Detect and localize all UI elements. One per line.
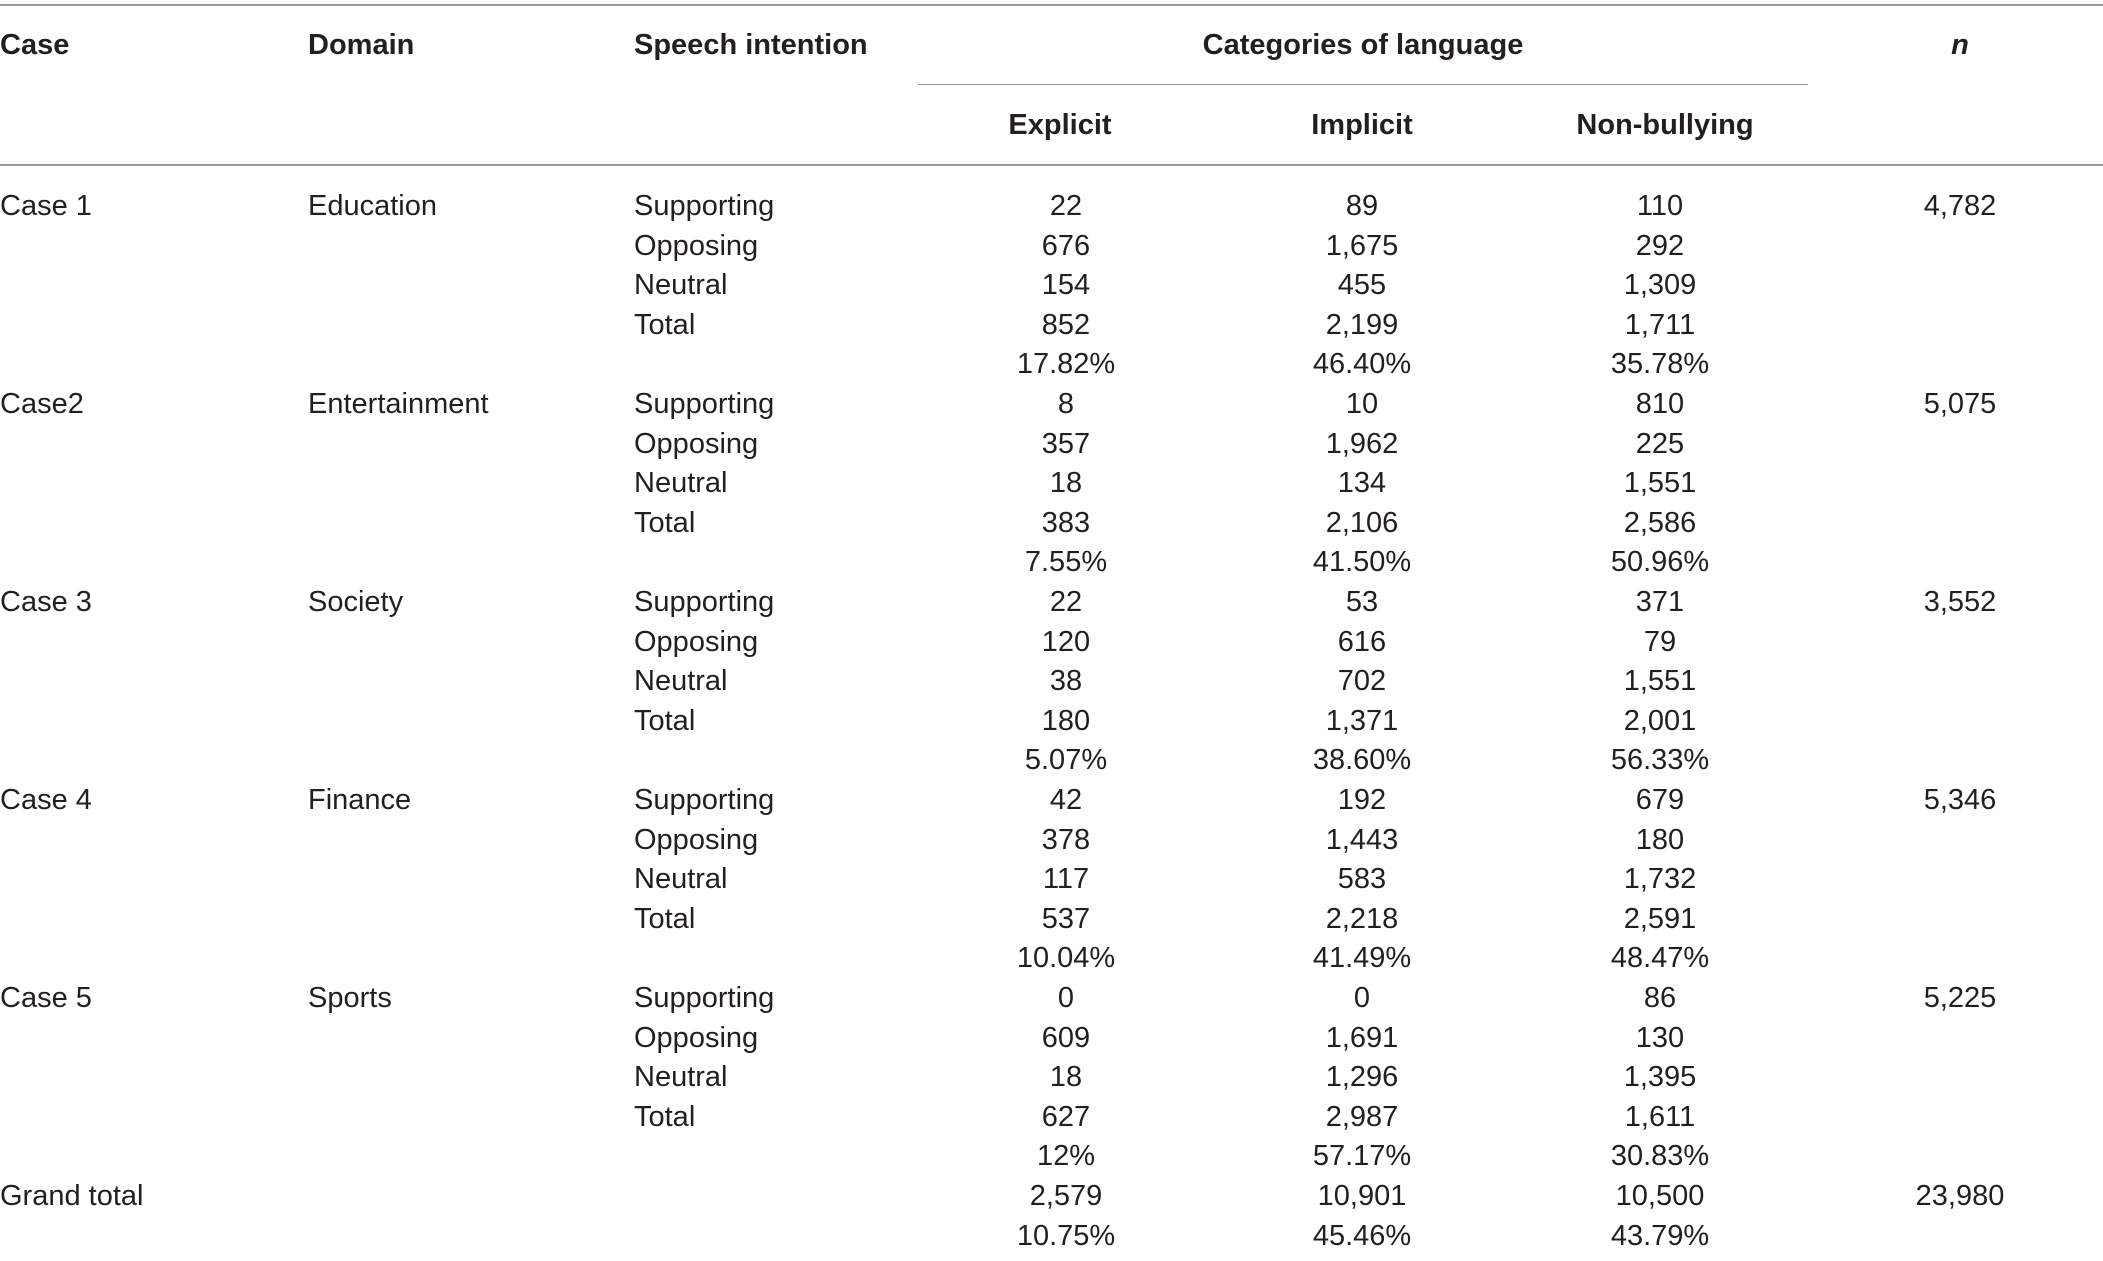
cell-implicit: 38.60%	[1312, 744, 1412, 777]
cell-explicit: 357	[1041, 427, 1091, 460]
header-explicit: Explicit	[1008, 109, 1112, 141]
cell-implicit: 1,962	[1325, 427, 1399, 460]
cell-domain: Sports	[308, 982, 392, 1014]
cell-implicit: 41.50%	[1312, 546, 1412, 579]
cell-n	[1860, 661, 2060, 701]
cell-speech-intention: Opposing	[634, 625, 759, 658]
cell-n	[1860, 701, 2060, 741]
cell-case: Case 1	[0, 190, 92, 222]
cell-n	[1860, 938, 2060, 978]
cell-implicit: 41.49%	[1312, 942, 1412, 975]
cell-n	[1860, 503, 2060, 543]
cell-implicit: 702	[1337, 665, 1387, 698]
cell-non-bullying: 130	[1635, 1021, 1685, 1054]
cell-implicit: 10,901	[1317, 1180, 1407, 1212]
cell-non-bullying: 43.79%	[1610, 1219, 1710, 1252]
cell-non-bullying: 225	[1635, 427, 1685, 460]
cell-non-bullying: 56.33%	[1610, 744, 1710, 777]
cell-n	[1860, 265, 2060, 305]
cell-implicit: 1,675	[1325, 229, 1399, 262]
cell-speech-intention: Total	[634, 1100, 696, 1133]
cell-non-bullying: 10,500	[1615, 1180, 1705, 1212]
cell-n	[1860, 820, 2060, 860]
header-categories-of-language: Categories of language	[1202, 29, 1524, 61]
categories-underline	[918, 84, 1808, 85]
cell-n	[1860, 344, 2060, 384]
cell-explicit: 180	[1041, 704, 1091, 737]
cell-speech-intention: Opposing	[634, 427, 759, 460]
cell-explicit: 8	[1057, 388, 1075, 420]
cell-explicit: 537	[1041, 902, 1091, 935]
cell-speech-intention: Neutral	[634, 269, 728, 302]
header-speech-intention: Speech intention	[634, 29, 868, 61]
cell-n	[1860, 305, 2060, 345]
cell-explicit: 852	[1041, 308, 1091, 341]
cell-non-bullying: 30.83%	[1610, 1140, 1710, 1173]
cell-n: 3,552	[1923, 586, 1997, 618]
cell-speech-intention: Supporting	[634, 190, 775, 222]
cell-speech-intention: Opposing	[634, 823, 759, 856]
cell-domain: Education	[308, 190, 437, 222]
cell-explicit: 10.04%	[1016, 942, 1116, 975]
cell-explicit: 609	[1041, 1021, 1091, 1054]
cell-non-bullying: 79	[1643, 625, 1677, 658]
cell-speech-intention: Neutral	[634, 665, 728, 698]
table-top-rule	[0, 4, 2103, 6]
cell-non-bullying: 292	[1635, 229, 1685, 262]
cell-speech-intention: Supporting	[634, 982, 775, 1014]
cell-case: Case 4	[0, 784, 92, 816]
cell-n: 5,075	[1923, 388, 1997, 420]
cell-implicit: 192	[1337, 784, 1387, 816]
cell-n: 5,225	[1923, 982, 1997, 1014]
cell-non-bullying: 1,309	[1623, 269, 1697, 302]
cell-explicit: 18	[1049, 1061, 1083, 1094]
cell-domain: Society	[308, 586, 404, 618]
cell-n: 23,980	[1915, 1180, 2005, 1212]
cell-speech-intention: Supporting	[634, 784, 775, 816]
cell-n	[1860, 1057, 2060, 1097]
header-domain: Domain	[308, 29, 415, 61]
cell-non-bullying: 48.47%	[1610, 942, 1710, 975]
cell-explicit: 12%	[1036, 1140, 1096, 1173]
cell-explicit: 120	[1041, 625, 1091, 658]
cell-speech-intention: Opposing	[634, 1021, 759, 1054]
cell-explicit: 18	[1049, 467, 1083, 500]
cell-non-bullying: 2,591	[1623, 902, 1697, 935]
cell-explicit: 10.75%	[1016, 1219, 1116, 1252]
cell-non-bullying: 810	[1635, 388, 1685, 420]
cell-non-bullying: 1,551	[1623, 665, 1697, 698]
cell-non-bullying: 1,611	[1624, 1100, 1696, 1133]
cell-implicit: 1,443	[1325, 823, 1399, 856]
cell-non-bullying: 50.96%	[1610, 546, 1710, 579]
cell-implicit: 1,371	[1325, 704, 1399, 737]
cell-n	[1860, 1018, 2060, 1058]
cell-explicit: 22	[1049, 586, 1083, 618]
cell-speech-intention: Total	[634, 308, 696, 341]
cell-implicit: 0	[1353, 982, 1371, 1014]
cell-speech-intention: Neutral	[634, 863, 728, 896]
cell-explicit: 7.55%	[1024, 546, 1108, 579]
cell-non-bullying: 1,551	[1623, 467, 1697, 500]
header-n: n	[1951, 29, 1969, 61]
cell-explicit: 117	[1042, 863, 1090, 896]
cell-explicit: 22	[1049, 190, 1083, 222]
cell-domain: Entertainment	[308, 388, 489, 420]
cell-non-bullying: 35.78%	[1610, 348, 1710, 381]
cell-speech-intention: Neutral	[634, 1061, 728, 1094]
cell-domain: Finance	[308, 784, 412, 816]
cell-explicit: 17.82%	[1016, 348, 1116, 381]
cell-speech-intention: Total	[634, 902, 696, 935]
cell-implicit: 1,296	[1325, 1061, 1399, 1094]
cell-non-bullying: 679	[1635, 784, 1685, 816]
cell-case: Case 5	[0, 982, 92, 1014]
cell-speech-intention: Total	[634, 704, 696, 737]
cell-explicit: 2,579	[1029, 1180, 1103, 1212]
cell-speech-intention: Supporting	[634, 586, 775, 618]
cell-n	[1860, 1216, 2060, 1256]
cell-n: 5,346	[1923, 784, 1997, 816]
cell-non-bullying: 1,395	[1623, 1061, 1697, 1094]
cell-implicit: 2,106	[1325, 506, 1399, 539]
cell-n: 4,782	[1923, 190, 1997, 222]
cell-implicit: 2,199	[1325, 308, 1399, 341]
cell-n	[1860, 740, 2060, 780]
cell-n	[1860, 859, 2060, 899]
cell-n	[1860, 463, 2060, 503]
cell-explicit: 154	[1041, 269, 1091, 302]
header-bottom-rule	[0, 164, 2103, 166]
cell-case: Grand total	[0, 1180, 144, 1212]
cell-implicit: 53	[1345, 586, 1379, 618]
cell-implicit: 616	[1337, 625, 1387, 658]
cell-explicit: 378	[1041, 823, 1091, 856]
header-non-bullying: Non-bullying	[1576, 109, 1754, 141]
cell-implicit: 134	[1337, 467, 1387, 500]
cell-explicit: 5.07%	[1024, 744, 1108, 777]
header-implicit: Implicit	[1311, 109, 1413, 141]
cell-speech-intention: Opposing	[634, 229, 759, 262]
cell-non-bullying: 2,001	[1623, 704, 1697, 737]
cell-non-bullying: 1,732	[1623, 863, 1697, 896]
cell-non-bullying: 2,586	[1623, 506, 1697, 539]
cell-non-bullying: 86	[1643, 982, 1677, 1014]
cell-speech-intention: Supporting	[634, 388, 775, 420]
cell-implicit: 45.46%	[1312, 1219, 1412, 1252]
cell-non-bullying: 1,711	[1624, 308, 1696, 341]
cell-n	[1860, 1097, 2060, 1137]
cell-n	[1860, 622, 2060, 662]
cell-n	[1860, 1136, 2060, 1176]
cell-n	[1860, 899, 2060, 939]
cell-n	[1860, 424, 2060, 464]
cell-implicit: 583	[1337, 863, 1387, 896]
cell-n	[1860, 542, 2060, 582]
cell-implicit: 57.17%	[1312, 1140, 1412, 1173]
cell-explicit: 676	[1041, 229, 1091, 262]
cell-n	[1860, 226, 2060, 266]
cell-case: Case2	[0, 388, 84, 420]
cell-explicit: 627	[1041, 1100, 1091, 1133]
cell-explicit: 383	[1041, 506, 1091, 539]
cell-speech-intention: Total	[634, 506, 696, 539]
cell-implicit: 89	[1345, 190, 1379, 222]
cell-implicit: 2,218	[1325, 902, 1399, 935]
cell-speech-intention: Neutral	[634, 467, 728, 500]
header-case: Case	[0, 29, 70, 61]
cell-implicit: 1,691	[1325, 1021, 1399, 1054]
cell-implicit: 2,987	[1325, 1100, 1399, 1133]
cell-explicit: 38	[1049, 665, 1083, 698]
cell-non-bullying: 110	[1636, 190, 1684, 222]
cell-case: Case 3	[0, 586, 92, 618]
cell-implicit: 455	[1337, 269, 1387, 302]
cell-implicit: 10	[1345, 388, 1379, 420]
cell-non-bullying: 180	[1635, 823, 1685, 856]
cell-explicit: 42	[1049, 784, 1083, 816]
cell-non-bullying: 371	[1635, 586, 1685, 618]
cell-implicit: 46.40%	[1312, 348, 1412, 381]
cell-explicit: 0	[1057, 982, 1075, 1014]
